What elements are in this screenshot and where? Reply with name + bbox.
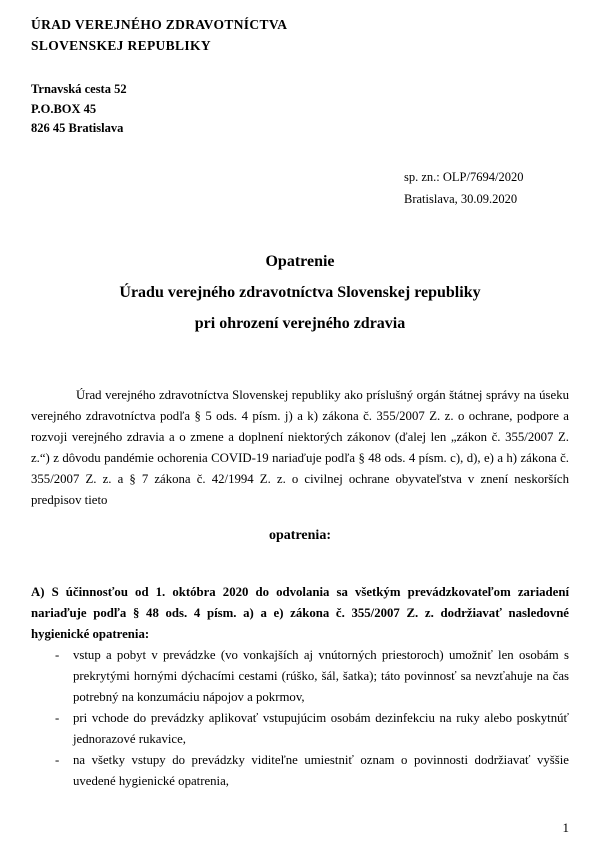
file-reference-number: sp. zn.: OLP/7694/2020 [404,170,524,184]
list-item [31,708,569,750]
dash-bullet-icon: - [55,753,60,767]
list-item-text: na všetky vstupy do prevádzky viditeľne umiestniť oznam o povinnosti dodržiavať vyššie uvedené hygienické opatrenia, [73,753,569,788]
page-number: 1 [562,820,569,835]
list-item-text: vstup a pobyt v prevádzke (vo vonkajších aj vnútorných priestoroch) umožniť len osobám s prekrytými hornými dýchacími cestami (rúško, šál, šatka); táto povinnosť sa nevzťahuje na čas potrebný na konzumáciu nápojov a pokrmov, [73,648,569,704]
place-and-date: Bratislava, 30.09.2020 [404,192,518,206]
reference-block [404,166,594,210]
preamble-block [31,385,569,511]
dash-bullet-icon: - [55,711,60,725]
section-a-paragraph: A) S účinnosťou od 1. októbra 2020 do odvolania sa všetkým prevádzkovateľom zariadení nariaďuje podľa § 48 ods. 4 písm. a) a e) zákona č. 355/2007 Z. z. dodržiavať nasledovné hygienické opatrenia: [31,585,569,641]
organization-name-line-2: SLOVENSKEJ REPUBLIKY [31,38,211,53]
title-line-1: Opatrenie [265,253,335,270]
measures-list [31,645,569,792]
title-line-3: pri ohrození verejného zdravia [194,315,406,332]
address-city: 826 45 Bratislava [31,121,124,135]
address-street: Trnavská cesta 52 [31,82,127,96]
title-line-2: Úradu verejného zdravotníctva Slovenskej republiky [119,284,481,301]
letterhead [31,14,571,56]
postal-address [31,80,431,139]
organization-name-line-1: ÚRAD VEREJNÉHO ZDRAVOTNÍCTVA [31,17,288,32]
section-a-block [31,582,569,645]
preamble-paragraph: Úrad verejného zdravotníctva Slovenskej republiky ako príslušný orgán štátnej správy na úseku verejného zdravotníctva podľa § 5 ods. 4 písm. j) a k) zákona č. 355/2007 Z. z. o ochrane, podpore a rozvoji verejného zdravia a o zmene a doplnení niektorých zákonov (ďalej len „zákon č. 355/2007 Z. z.“) z dôvodu pandémie ochorenia COVID-19 nariaďuje podľa § 48 ods. 4 písm. c), d), e) a h) zákona č. 355/2007 Z. z. a § 7 zákona č. 42/1994 Z. z. o civilnej ochrane obyvateľstva v znení neskorších predpisov tieto [31,388,569,507]
measures-heading: opatrenia: [269,528,331,543]
address-po-box: P.O.BOX 45 [31,101,97,116]
list-item-text: pri vchode do prevádzky aplikovať vstupujúcim osobám dezinfekciu na ruky alebo poskytnúť jednorazové rukavice, [73,711,569,746]
list-item [31,750,569,792]
document-title [31,246,569,339]
dash-bullet-icon: - [55,648,60,662]
list-item [31,645,569,708]
